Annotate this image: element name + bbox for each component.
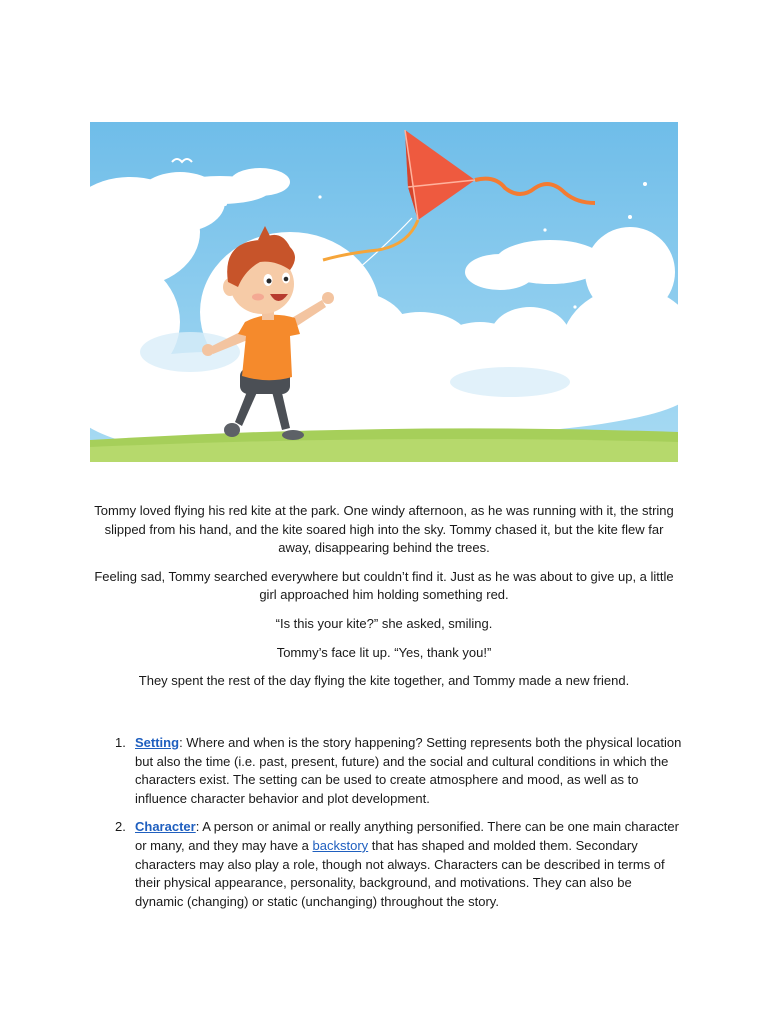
list-number: 1. (115, 735, 126, 750)
story-text (90, 502, 678, 701)
story-paragraph: Tommy loved flying his red kite at the park. One windy afternoon, as he was running with it, the string slipped from his hand, and the kite soared high into the sky. Tommy chased it, but the kite flew far away, disappearing behind the trees. (94, 503, 674, 556)
list-number: 2. (115, 819, 126, 835)
story-paragraph: Tommy’s face lit up. “Yes, thank you!” (276, 644, 492, 660)
character-link[interactable]: Character (135, 819, 196, 835)
setting-description: : Where and when is the story happening? Setting represents both the physical location but also the time (i.e. past, present, future) and the social and cultural conditions in which the characters exist. The setting can be used to create atmosphere and mood, as well as to influence character behavior and plot development. (135, 735, 682, 806)
story-paragraph: They spent the rest of the day flying the kite together, and Tommy made a new friend. (138, 673, 630, 689)
story-paragraph: “Is this your kite?” she asked, smiling. (275, 615, 493, 631)
story-elements-list (108, 734, 682, 921)
story-paragraph: Feeling sad, Tommy searched everywhere but couldn’t find it. Just as he was about to give up, a little girl approached him holding something red. (94, 568, 674, 603)
list-item-setting (108, 734, 682, 808)
backstory-link[interactable]: backstory (312, 837, 369, 853)
setting-link[interactable]: Setting (135, 735, 180, 750)
list-item-character (108, 818, 682, 911)
character-description-start: : A person or animal or really anything personified. There can be one main character or many, and they may have a (135, 819, 679, 853)
character-description-end: that has shaped and molded them. Secondary characters may also play a role, though not always. Characters can be described in terms of their physical appearance, personality, background, and motivations. They can also be dynamic (changing) or static (unchanging) throughout the story. (135, 837, 665, 909)
boy-flying-kite-illustration (90, 122, 678, 462)
